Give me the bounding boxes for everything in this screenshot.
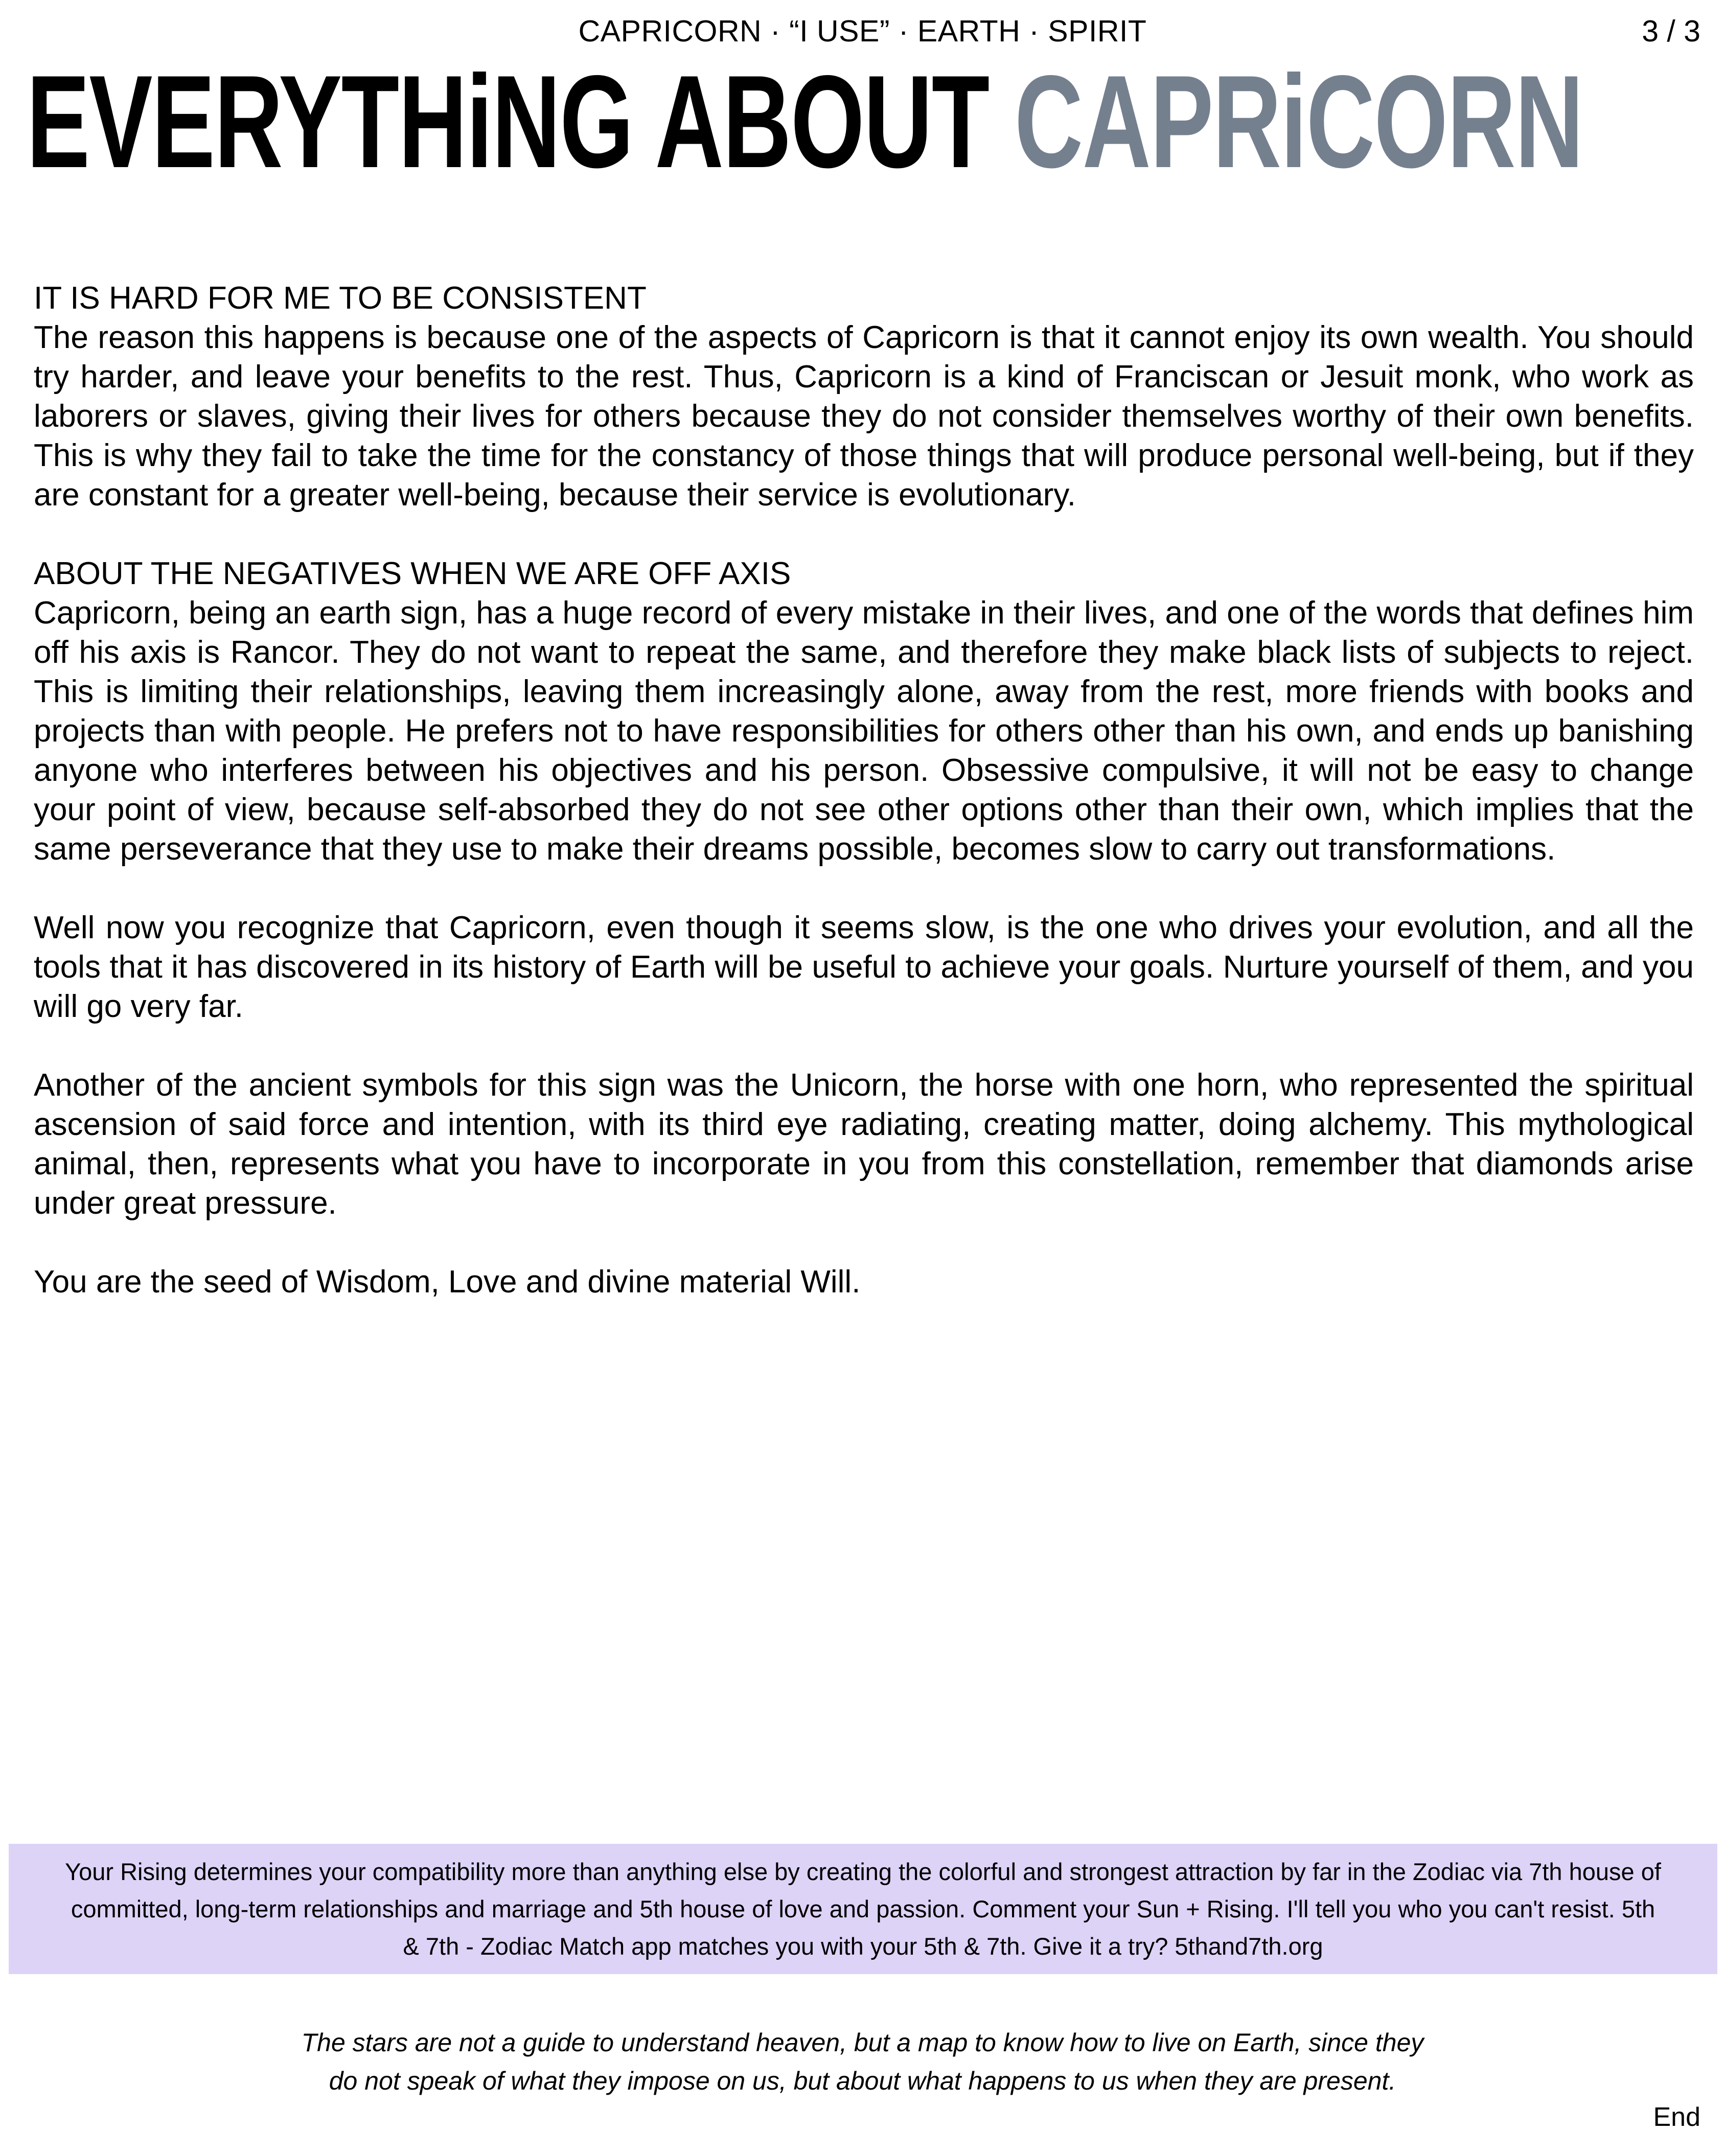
section-heading-consistency: IT IS HARD FOR ME TO BE CONSISTENT [34,281,647,316]
paragraph-spacer [34,1223,1694,1262]
page-title [27,48,1583,195]
paragraph-spacer [34,869,1694,908]
page-title-primary: EVERYTHiNG ABOUT [27,48,989,195]
paragraph-spacer [34,1026,1694,1065]
section-heading-negatives: ABOUT THE NEGATIVES WHEN WE ARE OFF AXIS [34,556,791,591]
paragraph-spacer [34,515,1694,554]
header-meta-row [0,13,1725,49]
paragraph-unicorn: Another of the ancient symbols for this sign was the Unicorn, the horse with one horn, who represented the spiritual ascension of said force and intention, with its third eye radiating, creating matter, doing alchemy. This mythological animal, then, represents what you have to incorporate in you from this constellation, remember that diamonds arise under great pressure. [34,1068,1694,1221]
footer-quote-line-1: The stars are not a guide to understand heaven, but a map to know how to live on Earth, since they [301,2028,1424,2057]
header-kicker: CAPRICORN · “I USE” · EARTH · SPIRIT [578,14,1147,48]
section-paragraph-negatives: Capricorn, being an earth sign, has a huge record of every mistake in their lives, and one of the words that defines him off his axis is Rancor. They do not want to repeat the same, and therefore they make black lists of subjects to reject. This is limiting their relationships, leaving them increasingly alone, away from the rest, more friends with books and projects than with people. He prefers not to have responsibilities for others other than his own, and ends up banishing anyone who interferes between his objectives and his person. Obsessive compulsive, it will not be easy to change your point of view, because self-absorbed they do not see other options other than their own, which implies that the same perseverance that they use to make their dreams possible, becomes slow to carry out transformations. [34,595,1694,867]
promo-callout-text: Your Rising determines your compatibility more than anything else by creating the colorful and strongest attraction by far in the Zodiac via 7th house of committed, long-term relationships and marriage and 5th house of love and passion. Comment your Sun + Rising. I'll tell you who you can't resist. 5th & 7th - Zodiac Match app matches you with your 5th & 7th. Give it a try? 5thand7th.org [65,1858,1661,1960]
paragraph-closing: You are the seed of Wisdom, Love and divine material Will. [34,1264,861,1300]
paragraph-evolution: Well now you recognize that Capricorn, even though it seems slow, is the one who drives your evolution, and all the tools that it has discovered in its history of Earth will be useful to achieve your goals. Nurture yourself of them, and you will go very far. [34,910,1694,1024]
promo-callout-box [9,1844,1717,1974]
end-label: End [1653,2102,1700,2132]
footer-quote-line-2: do not speak of what they impose on us, but about what happens to us when they are present. [329,2067,1396,2095]
section-paragraph-consistency: The reason this happens is because one of the aspects of Capricorn is that it cannot enjoy its own wealth. You should try harder, and leave your benefits to the rest. Thus, Capricorn is a kind of Franciscan or Jesuit monk, who work as laborers or slaves, giving their lives for others because they do not consider themselves worthy of their own benefits. This is why they fail to take the time for the constancy of those things that will produce personal well-being, but if they are constant for a greater well-being, because their service is evolutionary. [34,320,1694,513]
article-body [34,279,1694,1302]
page-counter: 3 / 3 [1642,14,1700,48]
page-title-accent: CAPRiCORN [1014,48,1583,195]
footer-quote [0,2024,1725,2100]
